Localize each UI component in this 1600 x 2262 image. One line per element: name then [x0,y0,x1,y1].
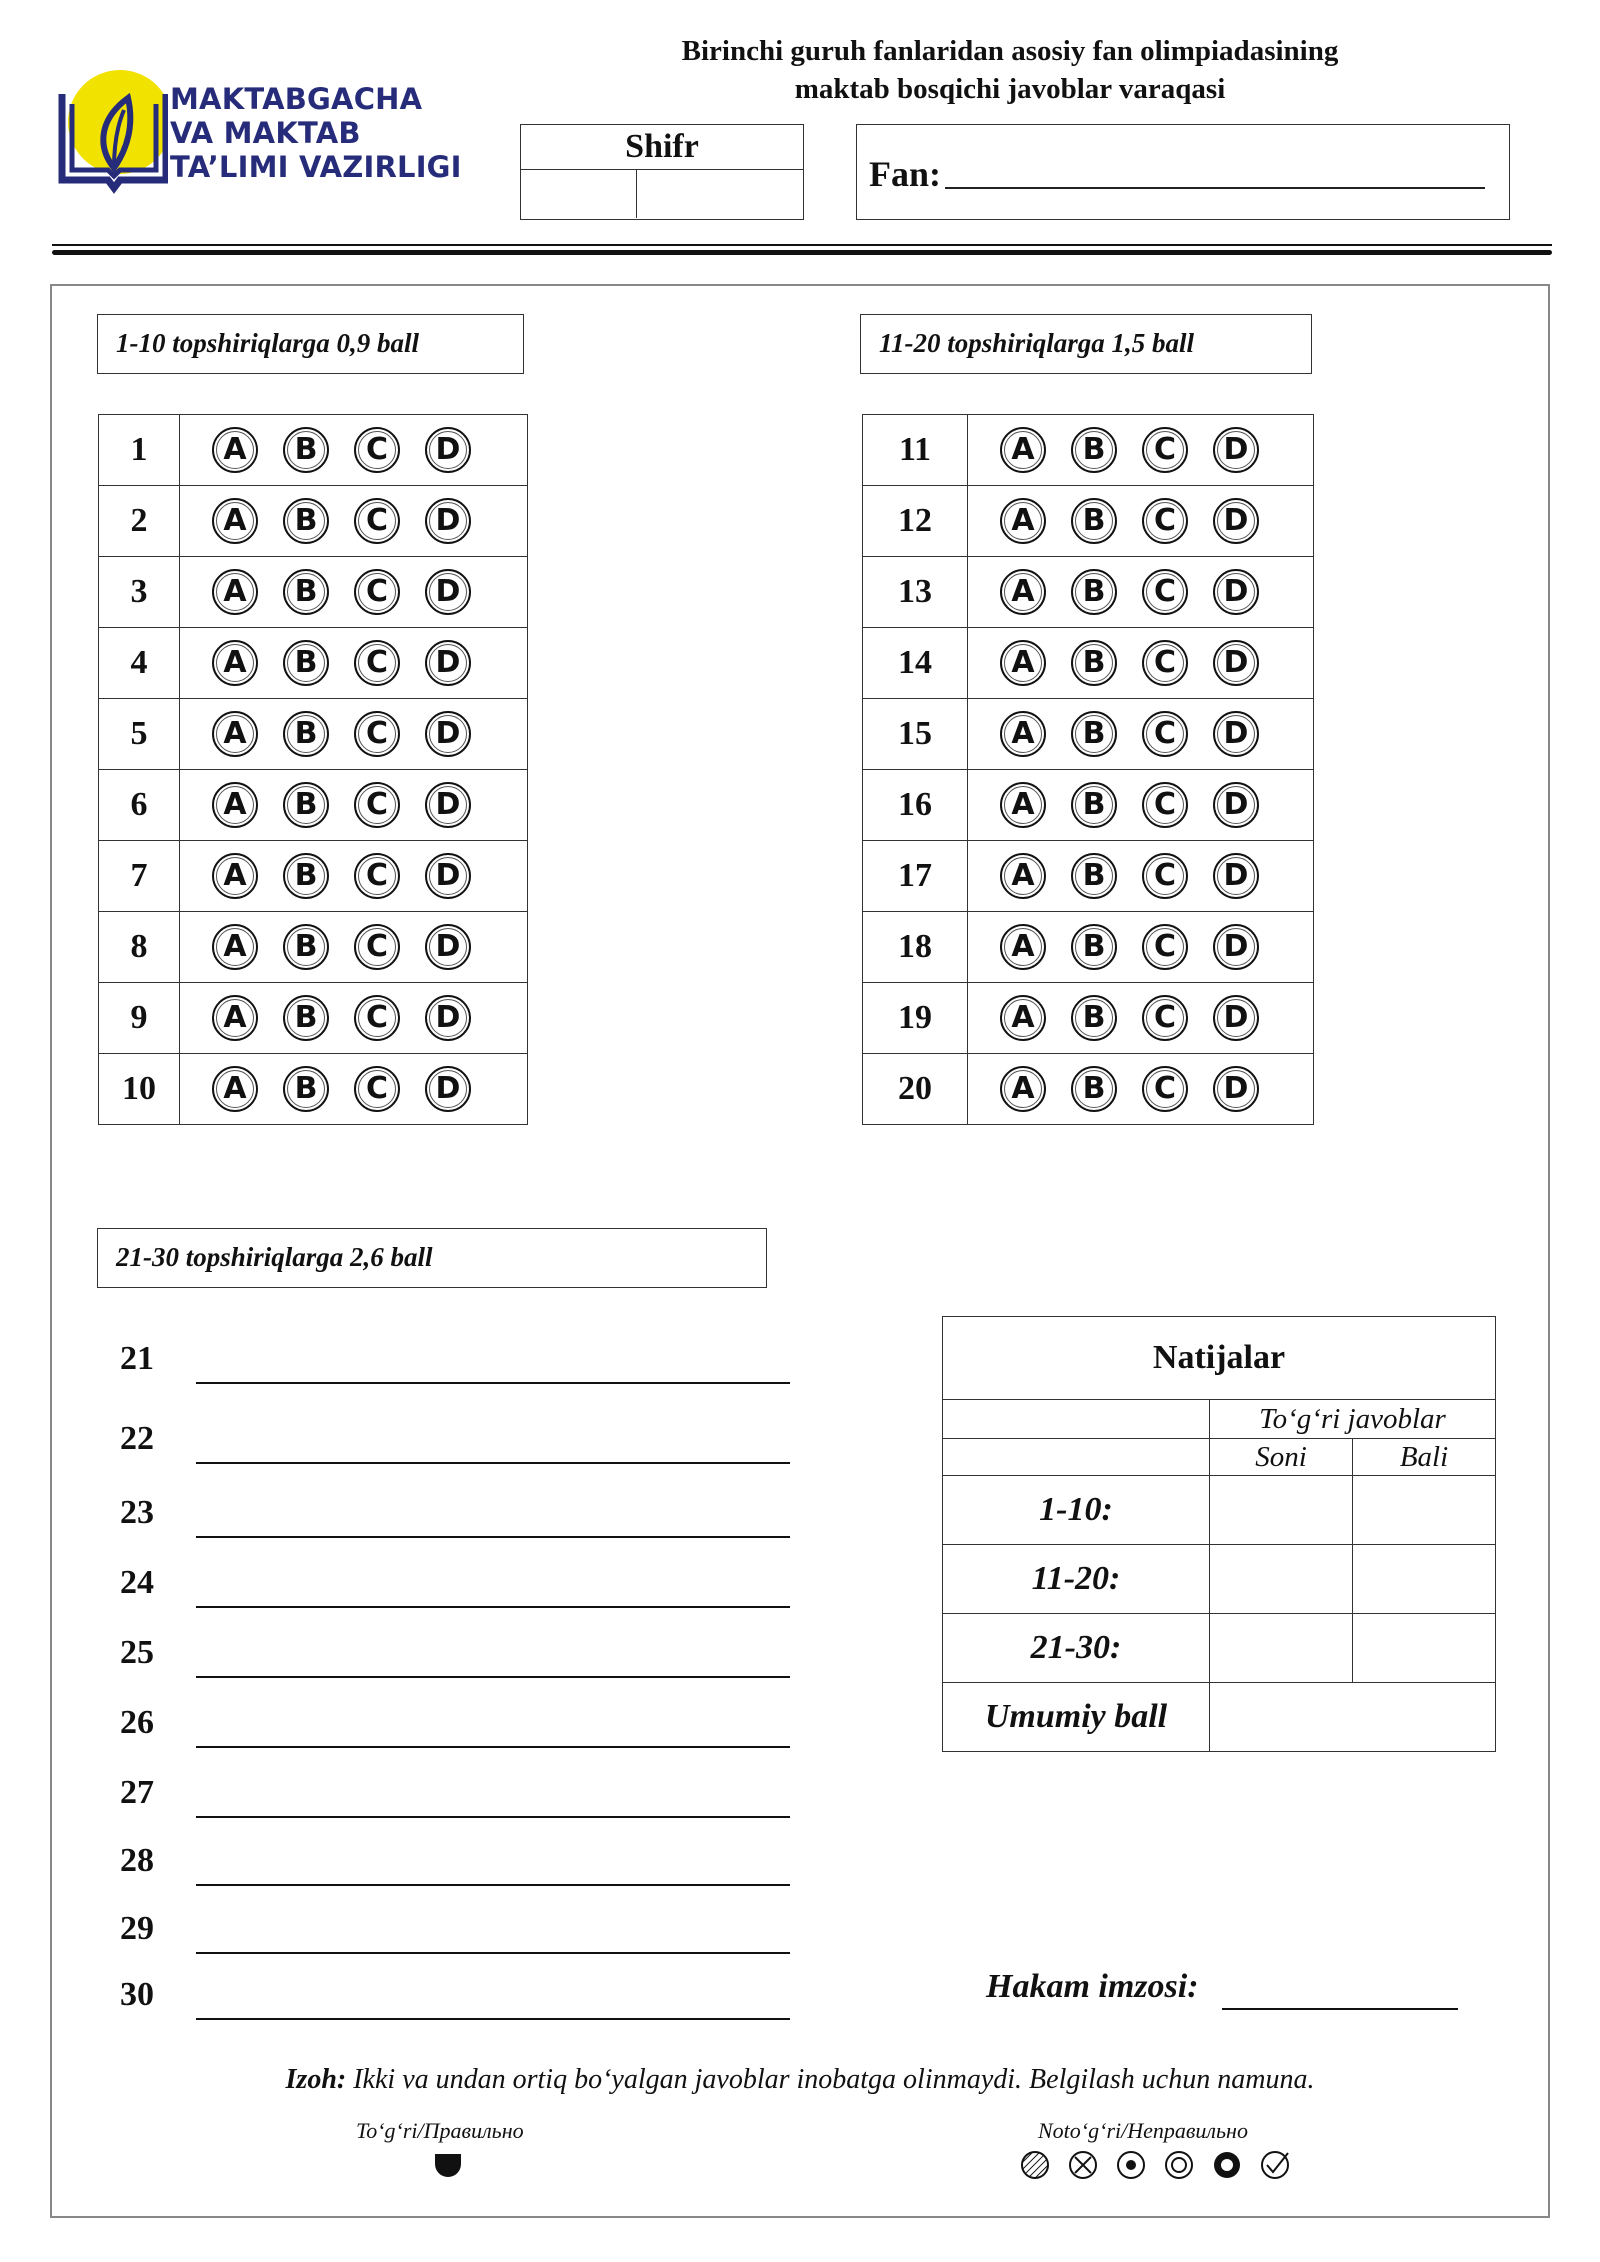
bubble-cell [968,415,1314,486]
bubble-group [180,782,527,828]
option-c-bubble[interactable]: C [354,853,400,899]
option-a-bubble[interactable]: A [212,924,258,970]
option-d-bubble[interactable]: D [425,711,471,757]
answer-row [863,699,1314,770]
question-number: 4 [99,628,180,699]
option-c-bubble[interactable]: C [1142,782,1188,828]
option-b-bubble[interactable]: B [283,1066,329,1112]
answer-row [99,557,528,628]
option-b-bubble[interactable]: B [1071,640,1117,686]
answer-row [863,770,1314,841]
answer-input-line[interactable] [196,1462,790,1464]
option-c-bubble[interactable]: C [1142,640,1188,686]
option-d-bubble[interactable]: D [425,498,471,544]
bubble-group [968,853,1313,899]
bubble-cell [968,486,1314,557]
ring-bubble-icon [1164,2150,1194,2180]
results-row-label: 1-10: [943,1476,1210,1545]
bubble-group [180,498,527,544]
bubble-cell [180,841,528,912]
bubble-group [180,711,527,757]
wrong-samples [1020,2150,1290,2180]
bubble-group [968,498,1313,544]
question-number: 6 [99,770,180,841]
question-number: 2 [99,486,180,557]
option-b-bubble[interactable]: B [283,569,329,615]
option-c-bubble[interactable]: C [1142,995,1188,1041]
logo-line-2: VA MAKTAB [170,116,361,150]
question-number: 24 [120,1564,154,1601]
header-divider [52,244,1552,246]
question-number: 14 [863,628,968,699]
bubble-group [968,1066,1313,1112]
answer-row [99,983,528,1054]
option-b-bubble[interactable]: B [1071,569,1117,615]
answer-input-line[interactable] [196,1382,790,1384]
note [0,2064,1600,2096]
section1-heading: 1-10 topshiriqlarga 0,9 ball [97,314,524,374]
answer-row [863,628,1314,699]
answer-row [863,486,1314,557]
option-d-bubble[interactable]: D [425,853,471,899]
answer-row [99,770,528,841]
hatched-bubble-icon [1020,2150,1050,2180]
option-c-bubble[interactable]: C [1142,1066,1188,1112]
shifr-label: Shifr [521,125,803,170]
option-a-bubble[interactable]: A [1000,569,1046,615]
open-answer-row [120,1494,800,1544]
option-c-bubble[interactable]: C [354,995,400,1041]
results-col-soni: Soni [1210,1439,1353,1476]
open-answer-row [120,1420,800,1470]
question-number: 28 [120,1842,154,1879]
option-a-bubble[interactable]: A [212,711,258,757]
bubble-group [968,569,1313,615]
option-b-bubble[interactable]: B [1071,995,1117,1041]
option-d-bubble[interactable]: D [1213,427,1259,473]
option-a-bubble[interactable]: A [212,569,258,615]
results-soni-cell[interactable] [1210,1614,1353,1683]
option-c-bubble[interactable]: C [354,924,400,970]
option-c-bubble[interactable]: C [354,782,400,828]
option-c-bubble[interactable]: C [354,1066,400,1112]
option-b-bubble[interactable]: B [283,498,329,544]
option-d-bubble[interactable]: D [425,569,471,615]
fan-box [856,124,1510,220]
results-blank-subheader [943,1439,1210,1476]
note-text: Ikki va undan ortiq bo‘yalgan javoblar inobatga olinmaydi. Belgilash uchun namuna. [346,2064,1315,2095]
bubble-group [968,711,1313,757]
question-number: 21 [120,1340,154,1377]
results-soni-cell[interactable] [1210,1476,1353,1545]
answer-row [863,912,1314,983]
option-d-bubble[interactable]: D [1213,711,1259,757]
option-b-bubble[interactable]: B [1071,711,1117,757]
question-number: 30 [120,1976,154,2013]
answer-row [863,557,1314,628]
bubble-group [180,640,527,686]
question-number: 13 [863,557,968,628]
option-d-bubble[interactable]: D [1213,498,1259,544]
option-c-bubble[interactable]: C [354,427,400,473]
correct-label: To‘g‘ri/Правильно [356,2118,524,2143]
logo-line-1: MAKTABGACHA [170,82,423,116]
logo-line-3: TA’LIMI VAZIRLIGI [170,150,462,184]
answer-row [863,415,1314,486]
bubble-group [180,995,527,1041]
bubble-group [968,782,1313,828]
question-number: 23 [120,1494,154,1531]
wrong-label: Noto‘g‘ri/Неправильно [1038,2118,1248,2143]
option-c-bubble[interactable]: C [354,569,400,615]
bubble-group [180,569,527,615]
option-a-bubble[interactable]: A [1000,853,1046,899]
option-b-bubble[interactable]: B [1071,1066,1117,1112]
answer-row [99,486,528,557]
option-c-bubble[interactable]: C [1142,427,1188,473]
option-c-bubble[interactable]: C [1142,853,1188,899]
question-number: 5 [99,699,180,770]
option-a-bubble[interactable]: A [212,427,258,473]
results-bali-cell[interactable] [1353,1614,1496,1683]
bubble-cell [968,912,1314,983]
option-c-bubble[interactable]: C [1142,924,1188,970]
option-b-bubble[interactable]: B [1071,427,1117,473]
option-d-bubble[interactable]: D [1213,569,1259,615]
results-col-bali: Bali [1353,1439,1496,1476]
answer-input-line[interactable] [196,1816,790,1818]
option-b-bubble[interactable]: B [283,427,329,473]
option-a-bubble[interactable]: A [1000,995,1046,1041]
option-d-bubble[interactable]: D [1213,853,1259,899]
answer-row [99,1054,528,1125]
results-total-cell[interactable] [1210,1683,1496,1752]
question-number: 18 [863,912,968,983]
option-b-bubble[interactable]: B [283,924,329,970]
question-number: 11 [863,415,968,486]
logo-text [170,82,462,184]
shifr-cell-left[interactable] [521,170,637,218]
bubble-cell [968,557,1314,628]
open-answer-row [120,1842,800,1892]
bubble-cell [180,699,528,770]
dot-bubble-icon [1116,2150,1146,2180]
option-b-bubble[interactable]: B [1071,924,1117,970]
open-answer-row [120,1704,800,1754]
option-a-bubble[interactable]: A [1000,782,1046,828]
bubble-group [968,924,1313,970]
answer-grid-1-10 [98,414,528,1125]
question-number: 27 [120,1774,154,1811]
option-b-bubble[interactable]: B [283,640,329,686]
option-c-bubble[interactable]: C [354,640,400,686]
question-number: 3 [99,557,180,628]
option-b-bubble[interactable]: B [1071,498,1117,544]
answer-row [99,912,528,983]
answer-input-line[interactable] [196,1536,790,1538]
bubble-cell [968,983,1314,1054]
question-number: 7 [99,841,180,912]
open-answer-row [120,1910,800,1960]
title-line-1: Birinchi guruh fanlaridan asosiy fan olimpiadasining [681,35,1339,67]
crossed-bubble-icon [1068,2150,1098,2180]
question-number: 15 [863,699,968,770]
answer-row [99,841,528,912]
header-divider-thick [52,250,1552,255]
question-number: 9 [99,983,180,1054]
judge-signature-line[interactable] [1222,2008,1458,2010]
results-row-label: 11-20: [943,1545,1210,1614]
option-c-bubble[interactable]: C [1142,569,1188,615]
question-number: 10 [99,1054,180,1125]
option-a-bubble[interactable]: A [212,1066,258,1112]
bubble-cell [968,1054,1314,1125]
results-soni-cell[interactable] [1210,1545,1353,1614]
bubble-group [968,995,1313,1041]
bubble-cell [968,699,1314,770]
option-a-bubble[interactable]: A [1000,498,1046,544]
question-number: 16 [863,770,968,841]
bubble-group [180,924,527,970]
results-blank-header [943,1400,1210,1439]
option-d-bubble[interactable]: D [425,995,471,1041]
option-a-bubble[interactable]: A [212,995,258,1041]
option-b-bubble[interactable]: B [283,711,329,757]
bubble-cell [968,770,1314,841]
option-d-bubble[interactable]: D [1213,924,1259,970]
question-number: 1 [99,415,180,486]
open-answer-row [120,1774,800,1824]
question-number: 22 [120,1420,154,1457]
answer-row [863,1054,1314,1125]
answer-input-line[interactable] [196,1746,790,1748]
answer-input-line[interactable] [196,1952,790,1954]
option-d-bubble[interactable]: D [425,1066,471,1112]
results-bali-cell[interactable] [1353,1476,1496,1545]
answer-row [99,628,528,699]
partially-filled-bubble-icon [1212,2150,1242,2180]
option-d-bubble[interactable]: D [1213,640,1259,686]
open-answer-row [120,1340,800,1390]
open-answer-row [120,1976,800,2026]
bubble-cell [180,770,528,841]
section2-heading: 11-20 topshiriqlarga 1,5 ball [860,314,1312,374]
option-a-bubble[interactable]: A [1000,427,1046,473]
results-table [942,1316,1496,1752]
answer-grid-11-20 [862,414,1314,1125]
bubble-group [180,1066,527,1112]
option-a-bubble[interactable]: A [212,498,258,544]
fan-label: Fan: [869,154,941,194]
answer-row [99,415,528,486]
note-bold: Izoh: [285,2064,347,2095]
bubble-group [180,427,527,473]
option-c-bubble[interactable]: C [354,498,400,544]
option-a-bubble[interactable]: A [212,640,258,686]
bubble-cell [968,628,1314,699]
open-answer-row [120,1634,800,1684]
option-b-bubble[interactable]: B [283,853,329,899]
shifr-box [520,124,804,220]
check-bubble-icon [1260,2150,1290,2180]
option-d-bubble[interactable]: D [1213,782,1259,828]
option-d-bubble[interactable]: D [425,782,471,828]
results-group-header: To‘g‘ri javoblar [1210,1400,1496,1439]
option-d-bubble[interactable]: D [425,427,471,473]
option-b-bubble[interactable]: B [1071,782,1117,828]
option-a-bubble[interactable]: A [1000,924,1046,970]
filled-bubble-icon [433,2150,463,2185]
question-number: 19 [863,983,968,1054]
question-number: 17 [863,841,968,912]
question-number: 8 [99,912,180,983]
sheet-title [560,32,1460,108]
option-d-bubble[interactable]: D [425,640,471,686]
option-a-bubble[interactable]: A [212,853,258,899]
answer-input-line[interactable] [196,1676,790,1678]
title-line-2: maktab bosqichi javoblar varaqasi [794,73,1226,105]
bubble-cell [180,415,528,486]
results-total-label: Umumiy ball [943,1683,1210,1752]
bubble-group [968,427,1313,473]
answer-row [99,699,528,770]
option-b-bubble[interactable]: B [283,782,329,828]
question-number: 26 [120,1704,154,1741]
bubble-cell [180,486,528,557]
judge-signature-label: Hakam imzosi: [986,1968,1199,2005]
bubble-group [968,640,1313,686]
bubble-cell [180,1054,528,1125]
answer-row [863,841,1314,912]
option-a-bubble[interactable]: A [1000,711,1046,757]
option-b-bubble[interactable]: B [283,995,329,1041]
option-a-bubble[interactable]: A [212,782,258,828]
results-row-label: 21-30: [943,1614,1210,1683]
bubble-cell [180,628,528,699]
section3-heading: 21-30 topshiriqlarga 2,6 ball [97,1228,767,1288]
fan-input-line[interactable] [945,187,1485,189]
open-answer-row [120,1564,800,1614]
bubble-cell [968,841,1314,912]
bubble-group [180,853,527,899]
bubble-cell [180,557,528,628]
question-number: 25 [120,1634,154,1671]
option-d-bubble[interactable]: D [1213,995,1259,1041]
option-c-bubble[interactable]: C [354,711,400,757]
bubble-cell [180,983,528,1054]
option-d-bubble[interactable]: D [1213,1066,1259,1112]
option-b-bubble[interactable]: B [1071,853,1117,899]
option-a-bubble[interactable]: A [1000,640,1046,686]
answer-row [863,983,1314,1054]
question-number: 20 [863,1054,968,1125]
answer-input-line[interactable] [196,2018,790,2020]
option-c-bubble[interactable]: C [1142,711,1188,757]
option-a-bubble[interactable]: A [1000,1066,1046,1112]
option-d-bubble[interactable]: D [425,924,471,970]
results-title: Natijalar [943,1317,1496,1400]
option-c-bubble[interactable]: C [1142,498,1188,544]
question-number: 29 [120,1910,154,1947]
answer-input-line[interactable] [196,1884,790,1886]
question-number: 12 [863,486,968,557]
results-bali-cell[interactable] [1353,1545,1496,1614]
bubble-cell [180,912,528,983]
book-leaf-logo-icon [58,64,168,194]
answer-input-line[interactable] [196,1606,790,1608]
